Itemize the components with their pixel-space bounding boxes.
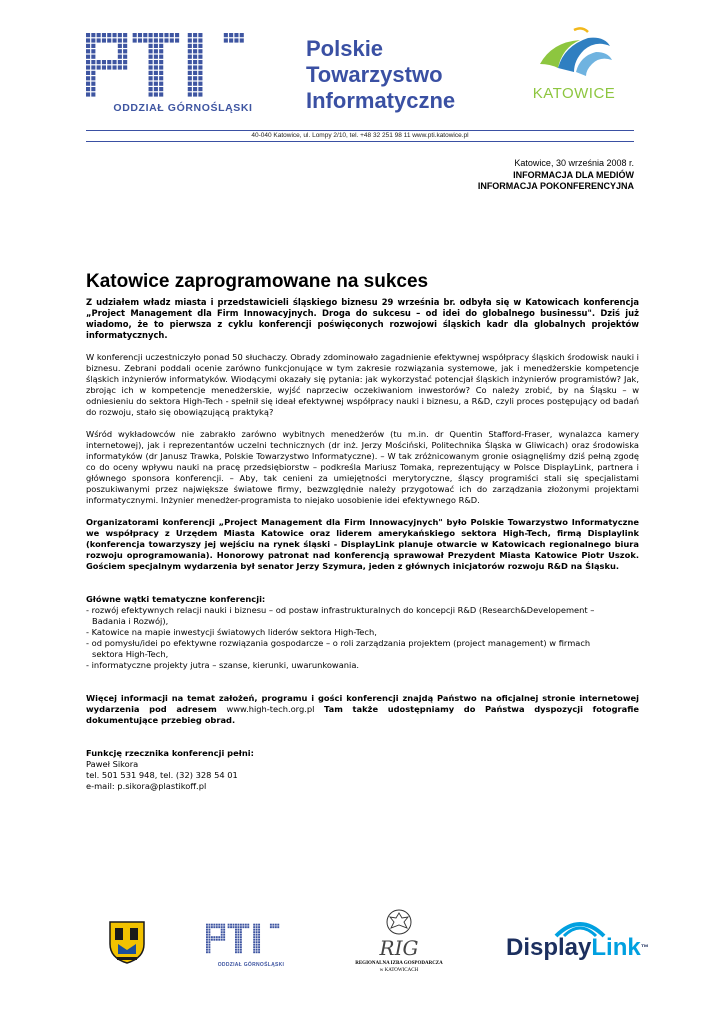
pti-grid-icon bbox=[86, 33, 280, 99]
rig-line-1: REGIONALNA IZBA GOSPODARCZA bbox=[355, 961, 443, 966]
topics-heading: Główne wątki tematyczne konferencji: bbox=[86, 594, 266, 604]
rig-line-2: w KATOWICACH bbox=[379, 968, 419, 973]
org-name-line-1: Polskie bbox=[306, 36, 384, 61]
org-name-line-3: Informatyczne bbox=[306, 88, 456, 113]
list-item: - od pomysłu/idei po efektywne rozwiązania gospodarcze – o roli zarządzania projektem (project management) w firmach sektora High-Tech, bbox=[86, 638, 591, 659]
footer-logos bbox=[86, 908, 649, 982]
topics-list bbox=[86, 605, 639, 671]
rig-monogram: RIG bbox=[379, 936, 419, 960]
document-meta bbox=[478, 158, 634, 193]
eagle-crest-icon bbox=[384, 908, 414, 936]
displaylink-logo bbox=[506, 916, 649, 966]
displaylink-tm: ™ bbox=[640, 943, 649, 952]
contact-name: Paweł Sikora bbox=[86, 759, 139, 769]
header-rule-bottom bbox=[86, 141, 634, 142]
more-info-text-2: Tam także udostępniamy do Państwa dyspozycji fotografie dokumentujące przebieg obrad. bbox=[86, 704, 639, 725]
contact-email[interactable]: e-mail: p.sikora@plastikoff.pl bbox=[86, 781, 207, 791]
list-item: - rozwój efektywnych relacji nauki i biznesu – od postaw infrastrukturalnych do koncepcji R&D (Research&Developement – Badania i Rozwój), bbox=[86, 605, 595, 626]
pti-footer-logo bbox=[206, 922, 296, 970]
more-info-paragraph bbox=[86, 693, 639, 726]
list-item: - Katowice na mapie inwestycji światowych liderów sektora High-Tech, bbox=[86, 627, 377, 637]
article-lead: Z udziałem władz miasta i przedstawicieli śląskiego biznesu 29 września br. odbyła się w Katowicach konferencja „Project Management dla Firm Innowacyjnych. Droga do sukcesu – od idei do globalnego businessu". Dziś już wiadomo, że to pierwsza z cyklu konferencji poświęconych rozwojowi śląskich kadr dla globalnych projektów informatycznych. bbox=[86, 297, 639, 340]
pti-logo-subtitle: ODDZIAŁ GÓRNOŚLĄSKI bbox=[113, 102, 253, 114]
topics-section bbox=[86, 594, 639, 671]
more-info-text: Więcej informacji na temat założeń, programu i gości konferencji znajdą Państwo na oficjalnej stronie internetowej wydarzenia pod adresem bbox=[86, 693, 639, 714]
header-address: 40-040 Katowice, ul. Lompy 2/10, tel. +48 32 251 98 11 www.pti.katowice.pl bbox=[251, 132, 469, 139]
katowice-logo bbox=[522, 24, 626, 108]
rig-logo bbox=[344, 908, 454, 982]
contact-phone: tel. 501 531 948, tel. (32) 328 54 01 bbox=[86, 770, 238, 780]
meta-line-media: INFORMACJA DLA MEDIÓW bbox=[513, 169, 634, 180]
pti-logo bbox=[86, 33, 280, 119]
meta-line-post-conference: INFORMACJA POKONFERENCYJNA bbox=[477, 181, 634, 191]
date-line: Katowice, 30 września 2008 r. bbox=[514, 158, 634, 168]
katowice-coat-of-arms-icon bbox=[108, 920, 146, 964]
katowice-logo-text: KATOWICE bbox=[532, 85, 616, 102]
org-name bbox=[306, 36, 455, 114]
contact-heading: Funkcję rzecznika konferencji pełni: bbox=[86, 748, 254, 758]
article-paragraph-3: Organizatorami konferencji „Project Management dla Firm Innowacyjnych" było Polskie Towarzystwo Informatyczne we współpracy z Urzędem Miasta Katowice oraz liderem amerykańskiego sektora High-Tech, firmą Displaylink (konferencja towarzyszy jej wejściu na rynek śląski - DisplayLink planuje otwarcie w Katowicach regionalnego biura rozwoju oprogramowania). Honorowy patronat nad konferencją sprawował Prezydent Miasta Katowice Piotr Uszok. Gościem specjalnym wydarzenia był senator Jerzy Szymura, jeden z głównych inicjatorów rozwoju R&D na Śląsku. bbox=[86, 517, 639, 571]
pti-footer-grid-icon bbox=[206, 922, 296, 956]
displaylink-text-a: Display bbox=[506, 934, 592, 961]
katowice-arc-icon bbox=[574, 28, 588, 32]
event-website-link[interactable]: www.high-tech.org.pl bbox=[226, 704, 315, 714]
article-paragraph-1: W konferencji uczestniczyło ponad 50 słuchaczy. Obrady zdominowało zagadnienie efektywnej współpracy śląskich środowisk nauki i biznesu. Zebrani poddali ocenie zarówno funkcjonujące w tym zakresie rozwiązania systemowe, jak i menedżerskie kompetencje śląskich inżynierów informatyków. Wiodącymi okazały się pytania: jak wykorzystać potencjał śląskich inżynierów programistów? Jak, zbrojąc ich w kompetencje menedżerskie, wyjść naprzeciw oczekiwaniom inwestorów? Co należy zrobić, by na Śląsku – w odniesieniu do sektora High-Tech - spełnił się ideał efektywnej współpracy nauki i biznesu, a R&D, czyli proces postępujący od badań do rozwoju, stało się obowiązującą praktyką? bbox=[86, 352, 639, 417]
list-item: - informatyczne projekty jutra – szanse, kierunki, uwarunkowania. bbox=[86, 660, 360, 670]
article-title: Katowice zaprogramowane na sukces bbox=[86, 271, 429, 292]
article-paragraph-2: Wśród wykładowców nie zabrakło zarówno wybitnych menedżerów (tu m.in. dr Quentin Stafford-Fraser, wynalazca kamery internetowej), jak i reprezentantów uczelni technicznych (dr inż. Jerzy Mościński, Politechnika Śląska w Gliwicach) oraz środowiska informatyków (dr Janusz Trawka, Polskie Towarzystwo Informatyczne). – W tak zróżnicowanym gronie osiągnęliśmy dziś pełną zgodę co do oceny wpływu nauki na pracę przedsiębiorstw – podkreśla Mariusz Tomaka, reprezentujący w Polsce DisplayLink, partnera i głównego sponsora konferencji. – Aby, tak cenieni za umiejętności merytoryczne, śląscy programiści stali się specjalistami poszukiwanymi przez największe światowe firmy, bezwzględnie należy przygotować ich do zarządzania złożonymi projektami informatycznymi. Inżynier menedżer-programista to niejako uosobienie idei efektywnego R&D. bbox=[86, 429, 639, 505]
contact-block bbox=[86, 748, 639, 792]
org-name-line-2: Towarzystwo bbox=[306, 62, 443, 87]
katowice-swoosh-light-icon bbox=[576, 52, 612, 76]
pti-footer-subtitle: ODDZIAŁ GÓRNOŚLĄSKI bbox=[217, 962, 285, 968]
article bbox=[86, 270, 639, 792]
displaylink-text-b: Link bbox=[591, 934, 641, 961]
